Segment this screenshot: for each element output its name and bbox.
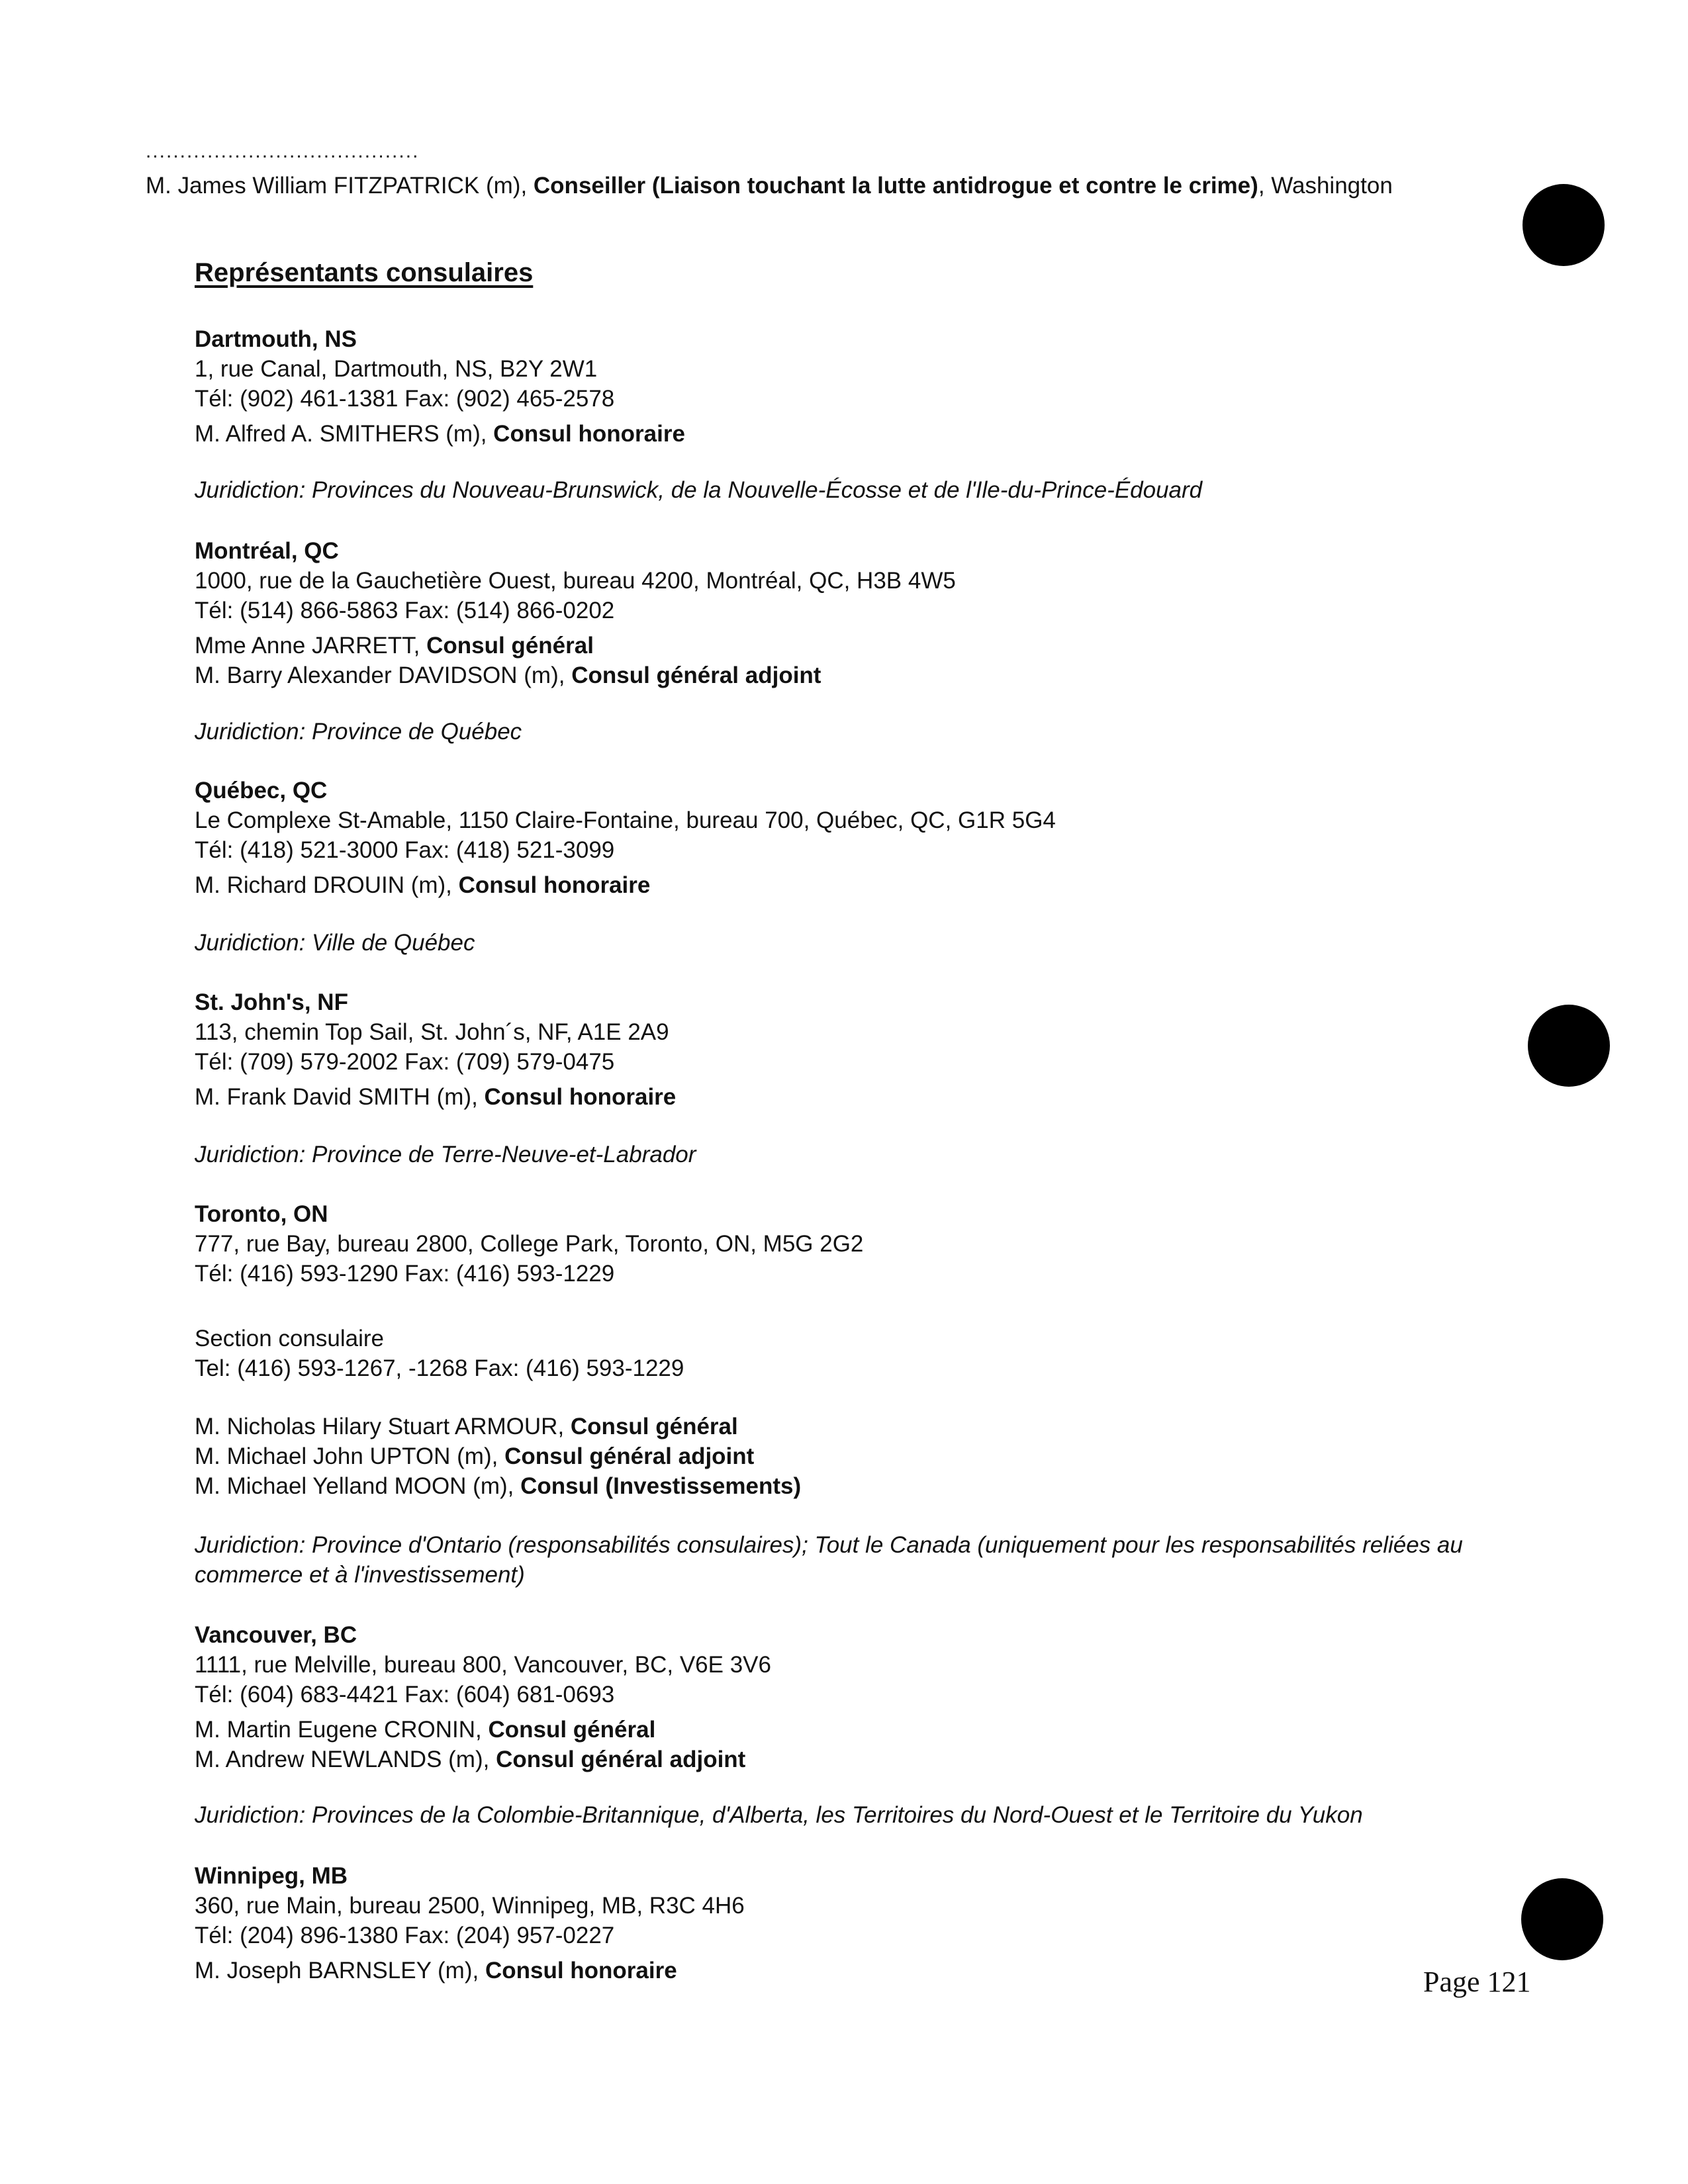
header-person: M. James William FITZPATRICK (m), xyxy=(146,173,534,199)
staff-entry xyxy=(195,1441,1552,1471)
staff-name: M. Frank David SMITH (m), xyxy=(195,1084,485,1110)
staff-name: M. Alfred A. SMITHERS (m), xyxy=(195,421,494,447)
jurisdiction-toronto: Juridiction: Province d'Ontario (responsabilités consulaires); Tout le Canada (uniquement pour les responsabilités reliées au commerce et à l'investissement) xyxy=(195,1532,1463,1588)
office-phone: Tél: (416) 593-1290 Fax: (416) 593-1229 xyxy=(195,1261,615,1287)
staff-name: Mme Anne JARRETT, xyxy=(195,633,427,659)
jurisdiction-dartmouth: Juridiction: Provinces du Nouveau-Brunswick, de la Nouvelle-Écosse et de l'Ile-du-Prince-Édouard xyxy=(195,477,1203,503)
toronto-staff xyxy=(195,1412,1552,1501)
punch-hole-middle xyxy=(1528,1005,1610,1087)
header-title: Conseiller (Liaison touchant la lutte antidrogue et contre le crime) xyxy=(533,173,1258,199)
staff-name: M. Andrew NEWLANDS (m), xyxy=(195,1747,496,1772)
office-phone: Tél: (204) 896-1380 Fax: (204) 957-0227 xyxy=(195,1923,615,1948)
office-winnipeg xyxy=(195,1861,1552,1985)
section-heading: Représentants consulaires xyxy=(195,258,534,287)
jurisdiction-quebec: Juridiction: Ville de Québec xyxy=(195,930,475,956)
office-address: 360, rue Main, bureau 2500, Winnipeg, MB, R3C 4H6 xyxy=(195,1893,745,1919)
page-number: Page 121 xyxy=(1423,1966,1531,1998)
punch-hole-bottom xyxy=(1521,1878,1603,1960)
office-city: Winnipeg, MB xyxy=(195,1863,348,1889)
separator-dots: ........................................ xyxy=(146,140,420,162)
office-city: Toronto, ON xyxy=(195,1201,328,1227)
office-phone: Tél: (709) 579-2002 Fax: (709) 579-0475 xyxy=(195,1049,615,1075)
office-phone: Tél: (902) 461-1381 Fax: (902) 465-2578 xyxy=(195,386,615,412)
header-location: , Washington xyxy=(1258,173,1393,199)
office-city: Montréal, QC xyxy=(195,538,339,564)
staff-title: Consul général xyxy=(488,1717,656,1743)
staff-title: Consul honoraire xyxy=(458,872,651,898)
staff-entry xyxy=(195,1956,1552,1985)
staff-title: Consul général xyxy=(426,633,594,659)
office-phone: Tél: (418) 521-3000 Fax: (418) 521-3099 xyxy=(195,837,615,863)
office-quebec xyxy=(195,776,1552,900)
punch-hole-top xyxy=(1523,184,1605,266)
section-label: Section consulaire xyxy=(195,1326,384,1351)
staff-entry xyxy=(195,660,1552,690)
office-montreal xyxy=(195,536,1552,690)
office-city: Vancouver, BC xyxy=(195,1622,357,1648)
staff-title: Consul général adjoint xyxy=(571,662,821,688)
staff-title: Consul général xyxy=(570,1414,738,1439)
staff-entry xyxy=(195,1745,1552,1774)
section-phone: Tel: (416) 593-1267, -1268 Fax: (416) 593-1229 xyxy=(195,1355,684,1381)
staff-entry xyxy=(195,870,1552,900)
staff-entry xyxy=(195,419,1552,449)
staff-entry xyxy=(195,1715,1552,1745)
staff-entry xyxy=(195,631,1552,660)
staff-name: M. Barry Alexander DAVIDSON (m), xyxy=(195,662,572,688)
office-toronto xyxy=(195,1199,1552,1289)
staff-name: M. Nicholas Hilary Stuart ARMOUR, xyxy=(195,1414,571,1439)
office-address: Le Complexe St-Amable, 1150 Claire-Fontaine, bureau 700, Québec, QC, G1R 5G4 xyxy=(195,807,1056,833)
staff-entry xyxy=(195,1082,1552,1112)
staff-entry xyxy=(195,1412,1552,1441)
office-address: 1, rue Canal, Dartmouth, NS, B2Y 2W1 xyxy=(195,356,598,382)
jurisdiction-st-johns: Juridiction: Province de Terre-Neuve-et-Labrador xyxy=(195,1142,696,1167)
office-address: 1111, rue Melville, bureau 800, Vancouver, BC, V6E 3V6 xyxy=(195,1652,771,1678)
header-entry xyxy=(146,171,1393,201)
staff-name: M. Michael Yelland MOON (m), xyxy=(195,1473,521,1499)
office-dartmouth xyxy=(195,324,1552,449)
staff-title: Consul général adjoint xyxy=(504,1443,755,1469)
toronto-consular-section xyxy=(195,1324,1552,1383)
office-vancouver xyxy=(195,1620,1552,1774)
office-city: St. John's, NF xyxy=(195,989,348,1015)
staff-name: M. Richard DROUIN (m), xyxy=(195,872,459,898)
office-phone: Tél: (514) 866-5863 Fax: (514) 866-0202 xyxy=(195,598,615,623)
staff-title: Consul honoraire xyxy=(485,1958,677,1983)
staff-name: M. Martin Eugene CRONIN, xyxy=(195,1717,489,1743)
office-city: Québec, QC xyxy=(195,778,328,803)
staff-title: Consul général adjoint xyxy=(496,1747,746,1772)
staff-name: M. Joseph BARNSLEY (m), xyxy=(195,1958,485,1983)
office-address: 113, chemin Top Sail, St. John´s, NF, A1E 2A9 xyxy=(195,1019,669,1045)
office-address: 1000, rue de la Gauchetière Ouest, bureau 4200, Montréal, QC, H3B 4W5 xyxy=(195,568,956,594)
office-address: 777, rue Bay, bureau 2800, College Park, Toronto, ON, M5G 2G2 xyxy=(195,1231,864,1257)
staff-title: Consul honoraire xyxy=(493,421,685,447)
staff-name: M. Michael John UPTON (m), xyxy=(195,1443,505,1469)
office-st-johns xyxy=(195,987,1552,1112)
office-phone: Tél: (604) 683-4421 Fax: (604) 681-0693 xyxy=(195,1682,615,1707)
jurisdiction-vancouver: Juridiction: Provinces de la Colombie-Britannique, d'Alberta, les Territoires du Nord-Ouest et le Territoire du Yukon xyxy=(195,1802,1363,1828)
staff-title: Consul (Investissements) xyxy=(520,1473,802,1499)
office-city: Dartmouth, NS xyxy=(195,326,357,352)
staff-title: Consul honoraire xyxy=(484,1084,677,1110)
staff-entry xyxy=(195,1471,1552,1501)
jurisdiction-montreal: Juridiction: Province de Québec xyxy=(195,719,522,745)
